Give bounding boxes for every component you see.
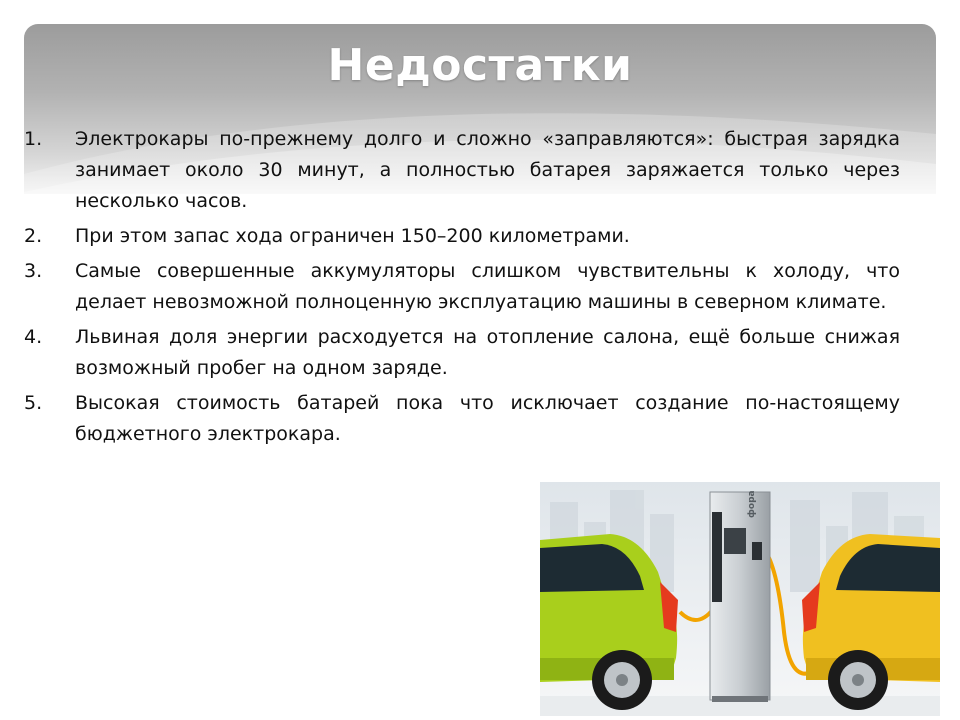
list-item-text: Львиная доля энергии расходуется на отопление салона, ещё больше снижая возможный пробег на одном заряде. bbox=[75, 326, 900, 379]
disadvantages-list bbox=[24, 124, 900, 454]
charging-station bbox=[710, 490, 770, 702]
list-item bbox=[24, 256, 900, 318]
charging-station-photo bbox=[540, 482, 940, 716]
station-brand-label: фора bbox=[747, 490, 757, 518]
list-item-text: Электрокары по-прежнему долго и сложно «заправляются»: быстрая зарядка занимает около 30 минут, а полностью батарея заряжается только через несколько часов. bbox=[75, 128, 900, 212]
slide-title: Недостатки bbox=[327, 40, 633, 91]
list-item bbox=[24, 221, 900, 252]
list-item bbox=[24, 388, 900, 450]
list-item-number: 2. bbox=[24, 225, 43, 247]
list-item bbox=[24, 322, 900, 384]
list-item-number: 1. bbox=[24, 128, 43, 150]
list-item-text: Высокая стоимость батарей пока что исключает создание по-настоящему бюджетного электрокара. bbox=[75, 392, 900, 445]
list-item-number: 4. bbox=[24, 326, 43, 348]
list-item-text: Самые совершенные аккумуляторы слишком чувствительны к холоду, что делает невозможной полноценную эксплуатацию машины в северном климате. bbox=[75, 260, 900, 313]
charging-illustration bbox=[540, 482, 940, 716]
list-item bbox=[24, 124, 900, 217]
list-item-number: 3. bbox=[24, 260, 43, 282]
list-item-text: При этом запас хода ограничен 150–200 километрами. bbox=[75, 225, 630, 247]
list-item-number: 5. bbox=[24, 392, 43, 414]
